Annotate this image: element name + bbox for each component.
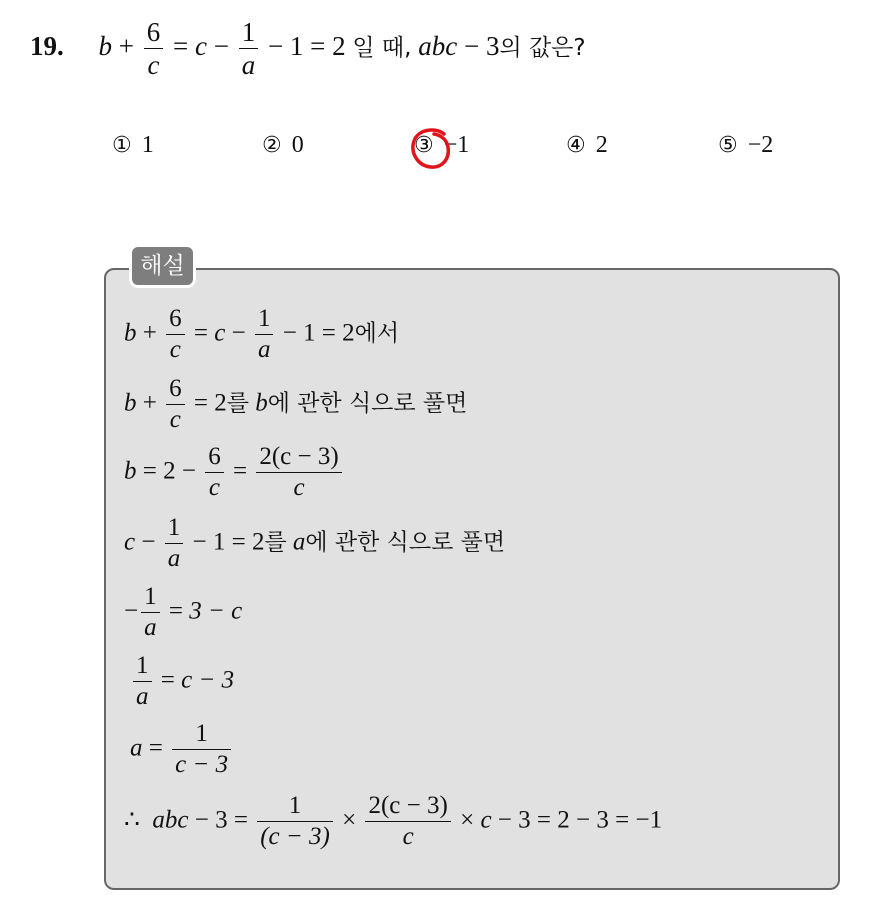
choice-number-icon: ② [262, 133, 282, 158]
fraction-6-over-c [166, 306, 185, 364]
choice-number-icon: ① [112, 133, 132, 158]
solution-line-8 [124, 793, 662, 851]
numerator: 1 [257, 793, 333, 822]
num-two: 2 [214, 389, 227, 417]
numerator: 2(c − 3) [256, 444, 341, 473]
num-three: 3 [485, 31, 500, 62]
denominator: a [136, 683, 149, 711]
answer-choices [0, 132, 884, 172]
var-c: c [214, 319, 226, 347]
solution-line-4 [124, 515, 505, 573]
op-eq: = [231, 528, 246, 556]
text-solve-for: 에 관한 식으로 풀면 [305, 529, 506, 556]
text-from: 에서 [354, 320, 400, 347]
op-minus: − [497, 806, 512, 834]
op-eq: = [193, 389, 208, 417]
numerator: 1 [165, 515, 184, 544]
op-eq: = [321, 319, 336, 347]
var-b: b [124, 457, 137, 485]
numerator: 6 [205, 444, 224, 473]
denominator: a [167, 545, 181, 573]
solution-line-5 [124, 584, 242, 642]
op-eq: = [232, 457, 248, 485]
num-one: 1 [289, 31, 304, 62]
var-c: c [124, 528, 136, 556]
op-plus: + [142, 319, 157, 347]
fraction-1-over-c3 [257, 793, 333, 851]
op-eq: = [310, 31, 326, 62]
num-one: 1 [303, 319, 316, 347]
numerator: 1 [255, 306, 274, 335]
denominator: c [169, 336, 181, 364]
var-c: c [480, 806, 492, 834]
num-two: 2 [251, 528, 265, 556]
var-b: b [124, 319, 137, 347]
fraction-1-over-a [239, 18, 259, 80]
choice-2[interactable] [262, 132, 304, 159]
solution-line-6 [130, 653, 234, 711]
op-eq: = [193, 319, 208, 347]
num-three: 3 [518, 806, 531, 834]
numerator: 6 [166, 306, 185, 335]
text-solve-for: 에 관한 식으로 풀면 [267, 390, 468, 417]
num-three: 3 [215, 806, 228, 834]
num-one: 1 [212, 528, 226, 556]
fraction-1-over-a [133, 653, 152, 711]
fraction-2c3-over-c [365, 793, 450, 851]
choice-value: 2 [595, 132, 608, 158]
solution-line-7 [130, 721, 234, 779]
var-a: a [292, 528, 306, 556]
op-minus: − [194, 806, 209, 834]
var-abc: abc [152, 806, 189, 834]
fraction-1-over-a [255, 306, 274, 364]
choice-1[interactable] [112, 132, 154, 159]
op-plus: + [118, 31, 134, 62]
denominator: c [402, 823, 414, 851]
fraction-6-over-c [144, 18, 164, 80]
numerator: 1 [172, 721, 231, 750]
fraction-1-over-a [141, 584, 160, 642]
choice-4[interactable] [566, 132, 608, 159]
op-eq: = [160, 666, 175, 694]
op-minus: − [141, 528, 156, 556]
text-particle: 를 [226, 390, 249, 417]
solution-line-2 [124, 376, 467, 434]
choice-number-icon: ④ [566, 133, 586, 158]
solution-tag: 해설 [129, 244, 196, 288]
fraction-1-over-c-minus-3 [172, 721, 231, 779]
op-times: × [342, 806, 357, 834]
op-eq: = [168, 597, 183, 625]
var-abc: abc [418, 31, 458, 62]
op-plus: + [142, 389, 157, 417]
op-minus: − [213, 31, 229, 62]
numerator: 2(c − 3) [365, 793, 450, 822]
numerator: 1 [239, 18, 259, 49]
op-minus: − [282, 319, 297, 347]
numerator: 6 [144, 18, 164, 49]
choice-5[interactable] [718, 132, 773, 159]
op-minus: − [192, 528, 207, 556]
op-minus: − [267, 31, 284, 62]
var-b: b [124, 389, 137, 417]
solution-line-3 [124, 444, 345, 502]
denominator: a [257, 336, 271, 364]
fraction-2c3-over-c [256, 444, 341, 502]
fraction-6-over-c [205, 444, 224, 502]
numerator: 6 [166, 376, 185, 405]
denominator: (c − 3) [260, 823, 330, 851]
op-eq: = [233, 806, 248, 834]
fraction-1-over-a [165, 515, 184, 573]
num-two: 2 [163, 457, 176, 485]
choice-value: −1 [443, 132, 470, 158]
denominator: c [293, 474, 305, 502]
therefore-symbol: ∴ [124, 806, 140, 834]
op-minus: − [181, 457, 196, 485]
denominator: c − 3 [175, 751, 229, 779]
choice-number-icon: ③ [414, 133, 434, 158]
var-b: b [98, 31, 112, 62]
question-number: 19. [30, 31, 64, 62]
num-two: 2 [342, 319, 355, 347]
solution-line-1 [124, 306, 399, 364]
denominator: c [169, 406, 181, 434]
text-particle: 를 [264, 529, 287, 556]
op-eq: = [172, 31, 189, 62]
op-times: × [460, 806, 475, 834]
num-two: 2 [332, 31, 346, 62]
var-c: c [194, 31, 207, 62]
choice-number-icon: ⑤ [718, 133, 738, 158]
denominator: a [241, 50, 256, 81]
op-minus: − [231, 319, 246, 347]
denominator: c [147, 50, 160, 81]
final-result: 2 − 3 = −1 [557, 806, 663, 834]
var-b: b [255, 389, 268, 417]
numerator: 1 [133, 653, 152, 682]
question-ending: 의 값은? [499, 35, 586, 62]
op-eq: = [142, 457, 157, 485]
op-minus: − [124, 597, 139, 625]
fraction-6-over-c [166, 376, 185, 434]
op-eq: = [148, 734, 163, 762]
denominator: c [208, 474, 221, 502]
numerator: 1 [141, 584, 160, 613]
expr-c-minus-3: c − 3 [181, 666, 235, 694]
question-stem [30, 18, 586, 80]
op-minus: − [463, 31, 480, 62]
choice-value: 0 [291, 132, 304, 158]
var-a: a [130, 734, 143, 762]
choice-value: 1 [141, 132, 154, 158]
condition-text: 일 때, [352, 35, 412, 62]
choice-value: −2 [747, 132, 774, 158]
choice-3[interactable] [414, 132, 469, 159]
op-eq: = [536, 806, 552, 834]
denominator: a [144, 614, 157, 642]
expr-3-minus-c: 3 − c [189, 597, 243, 625]
